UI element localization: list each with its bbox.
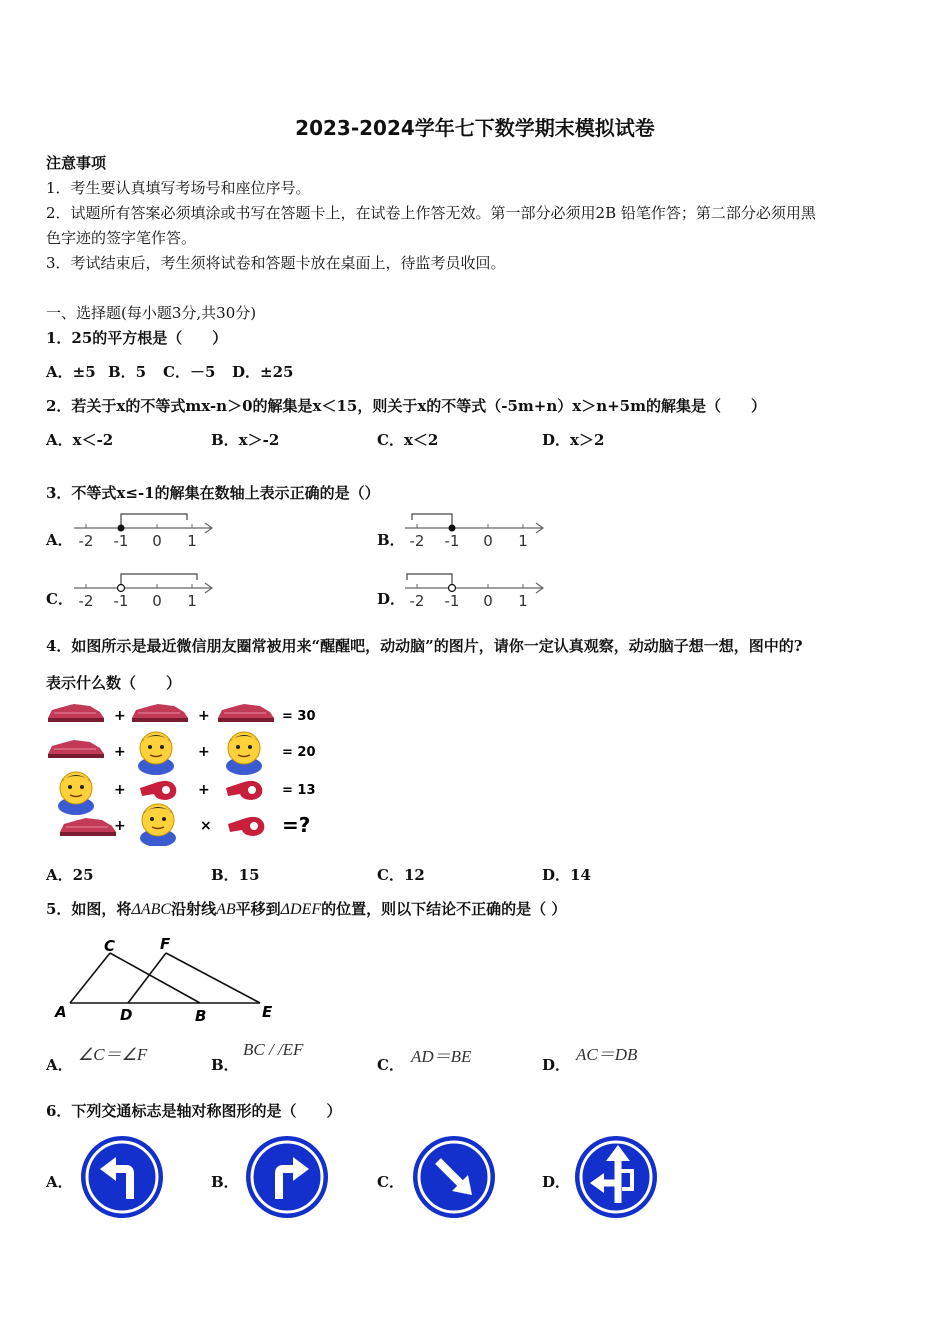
svg-text:1: 1 [518,592,528,610]
svg-text:+: + [114,818,126,834]
q4-option-a: A．25 [46,866,94,884]
svg-text:+: + [198,708,210,724]
q3-label-d: D． [377,590,406,608]
q5-option-b-label: B． [211,1056,239,1074]
whistle-icon [140,781,176,800]
q5-option-b-formula: BC / /EF [243,1040,304,1059]
q1-option-c: C．－5 [163,363,216,381]
svg-text:A: A [55,1003,67,1021]
q4-option-d: D．14 [542,866,591,884]
svg-text:=?: =? [282,813,311,837]
svg-text:-1: -1 [113,532,129,550]
q5-option-c-label: C． [377,1056,404,1074]
q2-stem: 2．若关于x的不等式mx-n＞0的解集是x＜15，则关于x的不等式（-5m+n）x＞n+5m的解集是（ ） [46,397,766,415]
q2-option-b: B．x＞-2 [211,431,280,449]
q5-stem: 5．如图，将ΔABC沿射线AB平移到ΔDEF的位置，则以下结论不正确的是（ ） [46,900,567,918]
q4-stem-line1: 4．如图所示是最近微信朋友圈常被用来“醒醒吧，动动脑”的图片，请你一定认真观察，动动脑子想一想，图中的? [46,637,803,655]
whistle-icon [228,817,264,836]
q3-label-b: B． [377,531,405,549]
svg-text:+: + [114,744,126,760]
svg-text:1: 1 [187,532,197,550]
svg-text:+: + [198,744,210,760]
sneaker-icon [48,704,104,722]
svg-text:-1: -1 [444,532,460,550]
svg-text:0: 0 [152,532,162,550]
q4-stem-line2: 表示什么数（ ） [46,674,182,692]
svg-text:-2: -2 [409,592,425,610]
svg-text:0: 0 [152,592,162,610]
kid-icon [226,732,262,775]
svg-text:0: 0 [483,532,493,550]
svg-text:= 30: = 30 [282,709,316,724]
q4-puzzle [44,696,344,846]
q6-label-a: A． [46,1173,73,1191]
svg-text:C: C [104,937,116,955]
svg-text:+: + [198,782,210,798]
notes-heading: 注意事项 [46,154,107,172]
note-1: 1．考生要认真填写考场号和座位序号。 [46,179,311,197]
q6-label-d: D． [542,1173,571,1191]
svg-text:1: 1 [518,532,528,550]
q3-numberline-c [66,568,216,613]
sneaker-icon [48,740,104,758]
q3-label-a: A． [46,531,73,549]
q2-option-d: D．x＞2 [542,431,605,449]
straight-or-left-sign-icon [572,1133,660,1221]
kid-icon [140,804,176,846]
q2-option-a: A．x＜-2 [46,431,114,449]
q1-option-d: D．±25 [232,363,294,381]
svg-text:F: F [160,935,171,953]
svg-text:0: 0 [483,592,493,610]
turn-right-sign-icon [243,1133,331,1221]
q3-numberline-d [397,568,547,613]
sneaker-icon [60,818,116,836]
svg-text:+: + [114,782,126,798]
q3-label-c: C． [46,590,73,608]
sneaker-icon [132,704,188,722]
q3-numberline-a [66,508,216,553]
svg-text:+: + [114,708,126,724]
svg-text:E: E [262,1003,273,1021]
svg-text:-1: -1 [113,592,129,610]
svg-text:-2: -2 [78,532,94,550]
svg-text:1: 1 [187,592,197,610]
q5-option-a-label: A． [46,1056,73,1074]
svg-text:-2: -2 [78,592,94,610]
q6-label-b: B． [211,1173,239,1191]
svg-text:×: × [200,818,212,834]
turn-left-sign-icon [78,1133,166,1221]
svg-text:-1: -1 [444,592,460,610]
q5-option-c-formula: AD＝BE [411,1047,472,1066]
q5-triangle-figure [50,932,290,1027]
q5-option-d-formula: AC＝DB [576,1045,638,1064]
page-title: 2023-2024学年七下数学期末模拟试卷 [295,116,655,140]
section-heading: 一、选择题(每小题3分,共30分) [46,304,257,322]
kid-icon [138,732,174,775]
svg-text:D: D [120,1006,133,1024]
whistle-icon [226,781,262,800]
q1-option-a: A．±5 [46,363,96,381]
kid-icon [58,772,94,815]
note-3: 3．考试结束后，考生须将试卷和答题卡放在桌面上，待监考员收回。 [46,254,506,272]
svg-text:= 13: = 13 [282,783,316,798]
note-2: 2．试题所有答案必须填涂或书写在答题卡上，在试卷上作答无效。第一部分必须用2B 铅笔作答；第二部分必须用黑 [46,204,816,222]
q1-option-b: B．5 [108,363,147,381]
svg-text:B: B [195,1007,207,1025]
q4-option-c: C．12 [377,866,425,884]
q6-stem: 6．下列交通标志是轴对称图形的是（ ） [46,1102,342,1120]
sneaker-icon [218,704,274,722]
svg-text:= 20: = 20 [282,745,316,760]
q6-label-c: C． [377,1173,404,1191]
diagonal-down-right-sign-icon [410,1133,498,1221]
q3-stem: 3．不等式x≤-1的解集在数轴上表示正确的是（） [46,484,380,502]
q1-stem: 1．25的平方根是（ ） [46,329,228,347]
q5-option-d-label: D． [542,1056,571,1074]
q4-option-b: B．15 [211,866,260,884]
note-2-cont: 色字迹的签字笔作答。 [46,229,197,247]
svg-text:-2: -2 [409,532,425,550]
q5-option-a-formula: ∠C＝∠F [78,1045,148,1064]
q3-numberline-b [397,508,547,553]
q2-option-c: C．x＜2 [377,431,439,449]
